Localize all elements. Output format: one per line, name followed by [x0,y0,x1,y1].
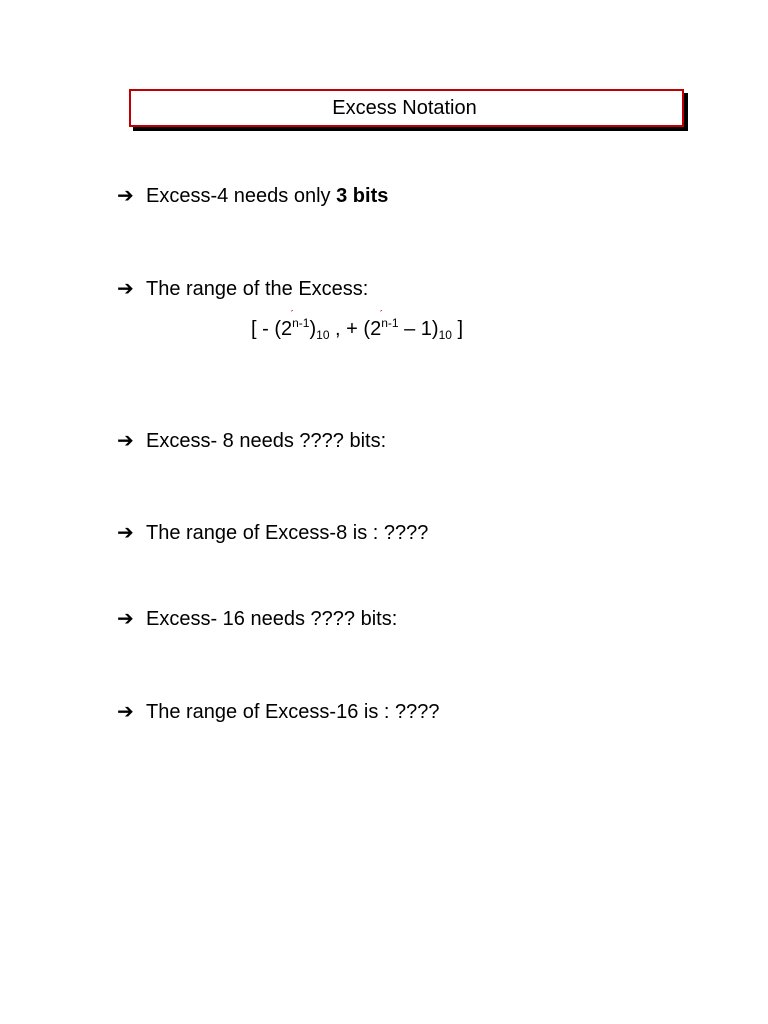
formula-base-1: 10 [316,328,330,342]
title-box [129,89,684,127]
line-1-bold: 3 bits [336,185,389,207]
formula-close-1: ) [309,318,317,340]
line-6-text: The range of Excess-16 is : ???? [146,701,440,723]
arrow-right-icon: ➔ [117,608,134,630]
bullet-line-2 [117,277,368,301]
red-mark-icon: ˊ [379,309,383,321]
formula-open: [ - (2 [251,318,293,340]
line-2-text: The range of the Excess: [146,278,369,300]
bullet-line-6 [117,700,440,724]
bullet-line-1 [117,184,388,208]
line-3-text: Excess- 8 needs ???? bits: [146,430,387,452]
line-4-text: The range of Excess-8 is : ???? [146,522,429,544]
formula-minus-one: – 1) [398,318,439,340]
bullet-line-4 [117,521,428,545]
arrow-right-icon: ➔ [117,278,134,300]
formula-base-2: 10 [438,328,452,342]
red-mark-icon: ˊ [290,309,294,321]
formula-mid: , + (2 [329,318,382,340]
page-title: Excess Notation [332,96,477,119]
arrow-right-icon: ➔ [117,430,134,452]
formula-exponent-1: ˊ n-1 [290,309,310,330]
range-formula [251,310,463,348]
line-5-text: Excess- 16 needs ???? bits: [146,608,398,630]
bullet-line-5 [117,607,397,631]
formula-exponent-2: ˊ n-1 [379,309,399,330]
arrow-right-icon: ➔ [117,185,134,207]
bullet-line-3 [117,429,386,453]
line-1-text: Excess-4 needs only [146,185,337,207]
formula-end: ] [451,318,464,340]
arrow-right-icon: ➔ [117,522,134,544]
arrow-right-icon: ➔ [117,701,134,723]
